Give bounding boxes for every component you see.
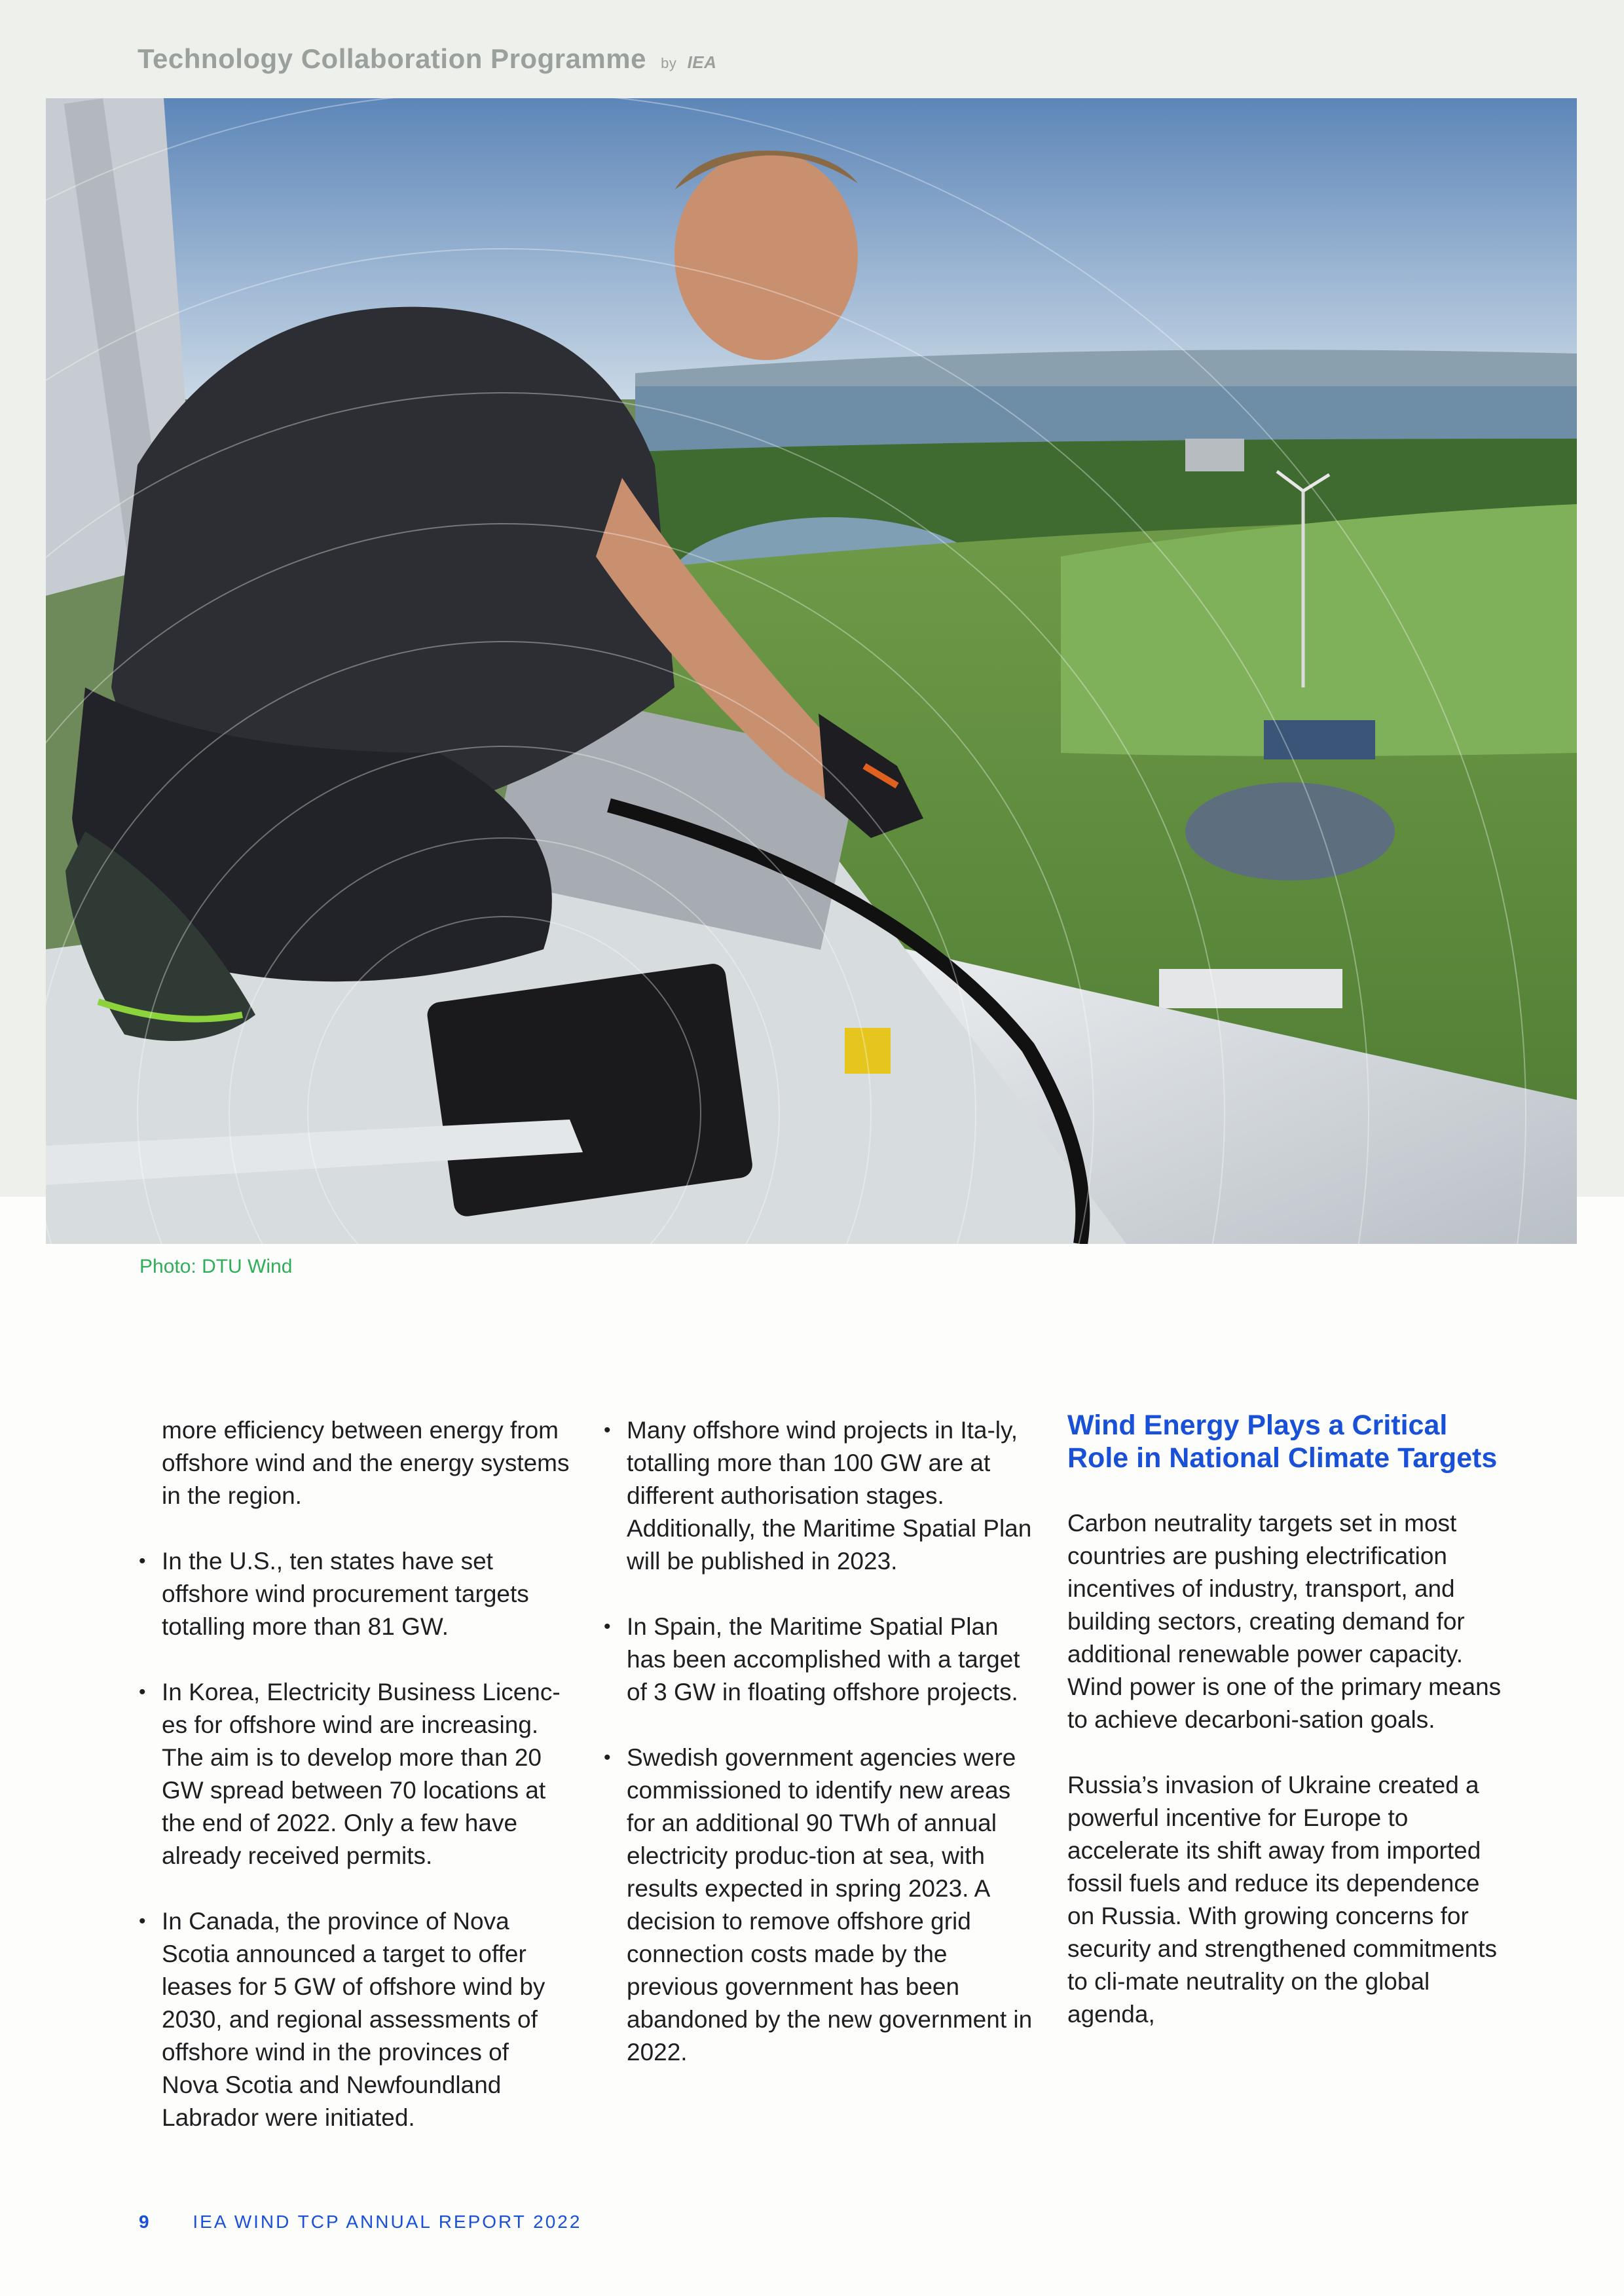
page-number: 9: [139, 2212, 149, 2232]
bullet-us: • In the U.S., ten states have set offshore wind procurement targets totalling more than 81 GW.: [124, 1545, 570, 1643]
report-title: IEA WIND TCP ANNUAL REPORT 2022: [193, 2212, 582, 2232]
programme-title: Technology Collaboration Programme: [138, 43, 646, 74]
header-title: [138, 43, 716, 75]
column-2: [589, 1414, 1035, 2102]
column-3: [1067, 1410, 1513, 2064]
bullet-sweden: • Swedish government agencies were commissioned to identify new areas for an additional 90 TWh of annual electricity produc-tion at sea, with results expected in spring 2023. A decision to remove offshore grid connection costs made by the previous government has been abandoned by the new government in 2022.: [589, 1741, 1035, 2069]
column-1: [124, 1414, 570, 2167]
bullet-canada: • In Canada, the province of Nova Scotia announced a target to offer leases for 5 GW of offshore wind by 2030, and regional assessments of offshore wind in the provinces of Nova Scotia and Newfoundland Labrador were initiated.: [124, 1905, 570, 2134]
header-by: by: [661, 55, 677, 71]
paragraph-russia-ukraine: Russia’s invasion of Ukraine created a powerful incentive for Europe to accelerate its shift away from imported fossil fuels and reduce its dependence on Russia. With growing concerns for security and strengthened commitments to cli-mate neutrality on the global agenda,: [1067, 1772, 1498, 2028]
photo-caption: Photo: DTU Wind: [139, 1256, 293, 1277]
iea-logo: IEA: [687, 52, 717, 72]
bullet-korea: • In Korea, Electricity Business Licenc-es for offshore wind are increasing. The aim is to develop more than 20 GW spread between 70 locations at the end of 2022. Only a few have already received permits.: [124, 1676, 570, 1872]
paragraph-carbon-neutrality: Carbon neutrality targets set in most countries are pushing electrification incentives of industry, transport, and building sectors, creating demand for additional renewable power capacity. Wind power is one of the primary means to achieve decarboni-sation goals.: [1067, 1510, 1502, 1733]
col1-lead-text: more efficiency between energy from offshore wind and the energy systems in the region.: [162, 1417, 570, 1509]
page-footer: [139, 2212, 581, 2232]
bullet-spain: • In Spain, the Maritime Spatial Plan has been accomplished with a target of 3 GW in floating offshore projects.: [589, 1611, 1035, 1709]
bullet-italy: • Many offshore wind projects in Ita-ly, totalling more than 100 GW are at different authorisation stages. Additionally, the Maritime Spatial Plan will be published in 2023.: [589, 1414, 1035, 1578]
section-heading: Wind Energy Plays a Critical Role in National Climate Targets: [1067, 1410, 1498, 1474]
turbine-technician-photo: [46, 98, 1577, 1244]
photo-illustration: [46, 98, 1577, 1244]
